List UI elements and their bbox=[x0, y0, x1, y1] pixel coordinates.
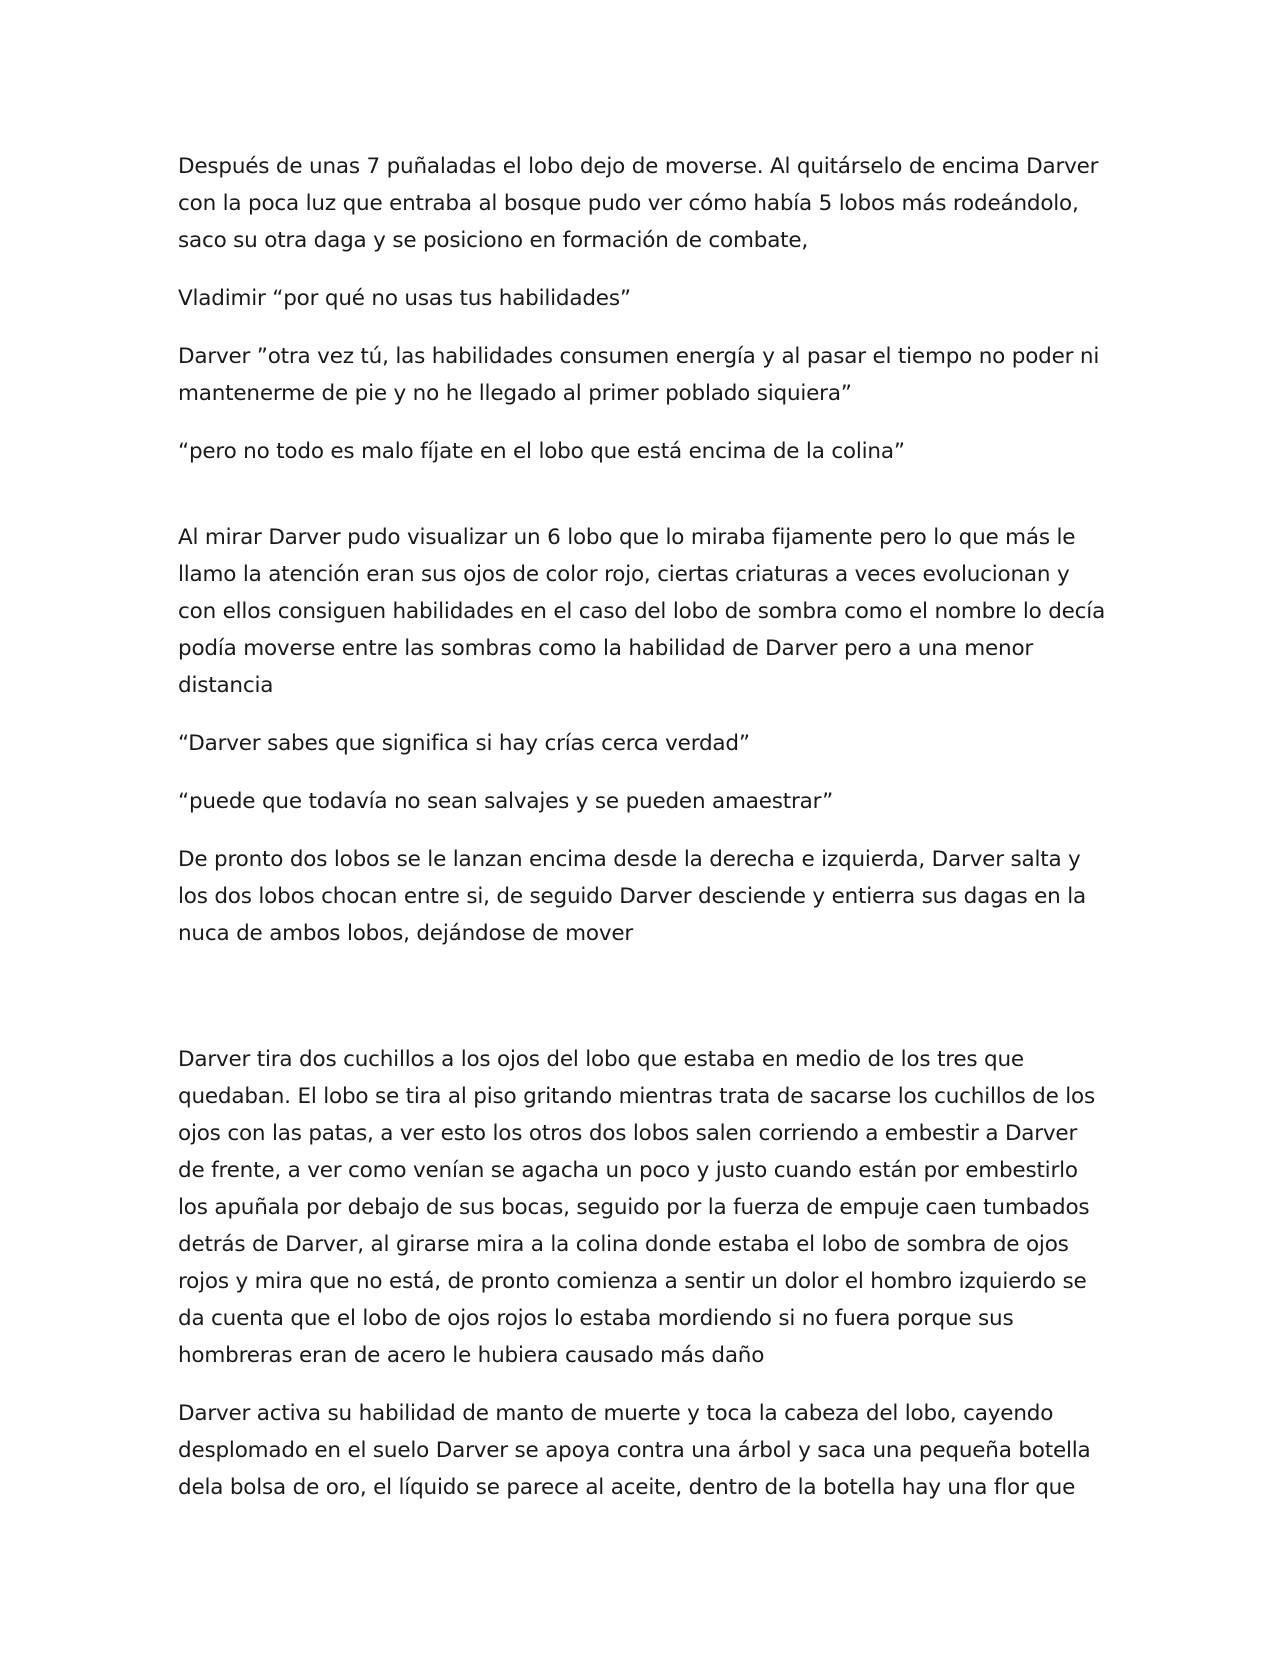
text-line: Darver ”otra vez tú, las habilidades consumen energía y al pasar el tiempo no poder ni bbox=[178, 344, 1100, 369]
text-line: podía moverse entre las sombras como la habilidad de Darver pero a una menor bbox=[178, 636, 1034, 661]
text-line: Darver activa su habilidad de manto de muerte y toca la cabeza del lobo, cayendo bbox=[178, 1401, 1054, 1426]
text-line: los apuñala por debajo de sus bocas, seguido por la fuerza de empuje caen tumbados bbox=[178, 1195, 1090, 1220]
text-line: “puede que todavía no sean salvajes y se pueden amaestrar” bbox=[178, 789, 834, 814]
text-line: rojos y mira que no está, de pronto comienza a sentir un dolor el hombro izquierdo se bbox=[178, 1269, 1087, 1294]
text-line: de frente, a ver como venían se agacha un poco y justo cuando están por embestirlo bbox=[178, 1158, 1078, 1183]
text-line: con la poca luz que entraba al bosque pudo ver cómo había 5 lobos más rodeándolo, bbox=[178, 191, 1079, 216]
text-line: saco su otra daga y se posiciono en formación de combate, bbox=[178, 228, 809, 253]
paragraph bbox=[178, 280, 1108, 317]
text-line: mantenerme de pie y no he llegado al primer poblado siquiera” bbox=[178, 381, 852, 406]
paragraph bbox=[178, 1041, 1108, 1374]
text-line: detrás de Darver, al girarse mira a la colina donde estaba el lobo de sombra de ojos bbox=[178, 1232, 1069, 1257]
paragraph bbox=[178, 841, 1108, 952]
text-line: nuca de ambos lobos, dejándose de mover bbox=[178, 921, 634, 946]
text-line: Darver tira dos cuchillos a los ojos del lobo que estaba en medio de los tres que bbox=[178, 1047, 1024, 1072]
text-line: Después de unas 7 puñaladas el lobo dejo de moverse. Al quitárselo de encima Darver bbox=[178, 154, 1099, 179]
text-line: desplomado en el suelo Darver se apoya contra una árbol y saca una pequeña botella bbox=[178, 1438, 1091, 1463]
text-line: De pronto dos lobos se le lanzan encima desde la derecha e izquierda, Darver salta y bbox=[178, 847, 1081, 872]
text-line: “pero no todo es malo fíjate en el lobo que está encima de la colina” bbox=[178, 439, 905, 464]
text-line: hombreras eran de acero le hubiera causado más daño bbox=[178, 1343, 765, 1368]
text-line: “Darver sabes que significa si hay crías cerca verdad” bbox=[178, 731, 750, 756]
paragraph bbox=[178, 433, 1108, 470]
text-line: llamo la atención eran sus ojos de color rojo, ciertas criaturas a veces evolucionan y bbox=[178, 562, 1070, 587]
text-line: dela bolsa de oro, el líquido se parece al aceite, dentro de la botella hay una flor que bbox=[178, 1475, 1076, 1500]
text-line: con ellos consiguen habilidades en el caso del lobo de sombra como el nombre lo decía bbox=[178, 599, 1106, 624]
text-line: ojos con las patas, a ver esto los otros dos lobos salen corriendo a embestir a Darver bbox=[178, 1121, 1078, 1146]
paragraph bbox=[178, 519, 1108, 704]
document-body bbox=[178, 148, 1108, 1527]
text-line: Al mirar Darver pudo visualizar un 6 lobo que lo miraba fijamente pero lo que más le bbox=[178, 525, 1076, 550]
paragraph bbox=[178, 338, 1108, 412]
paragraph bbox=[178, 1395, 1108, 1506]
text-line: Vladimir “por qué no usas tus habilidades” bbox=[178, 286, 631, 311]
text-line: quedaban. El lobo se tira al piso gritando mientras trata de sacarse los cuchillos de los bbox=[178, 1084, 1095, 1109]
paragraph bbox=[178, 783, 1108, 820]
text-line: da cuenta que el lobo de ojos rojos lo estaba mordiendo si no fuera porque sus bbox=[178, 1306, 1014, 1331]
text-line: distancia bbox=[178, 673, 274, 698]
paragraph bbox=[178, 148, 1108, 259]
paragraph bbox=[178, 725, 1108, 762]
text-line: los dos lobos chocan entre si, de seguido Darver desciende y entierra sus dagas en la bbox=[178, 884, 1086, 909]
